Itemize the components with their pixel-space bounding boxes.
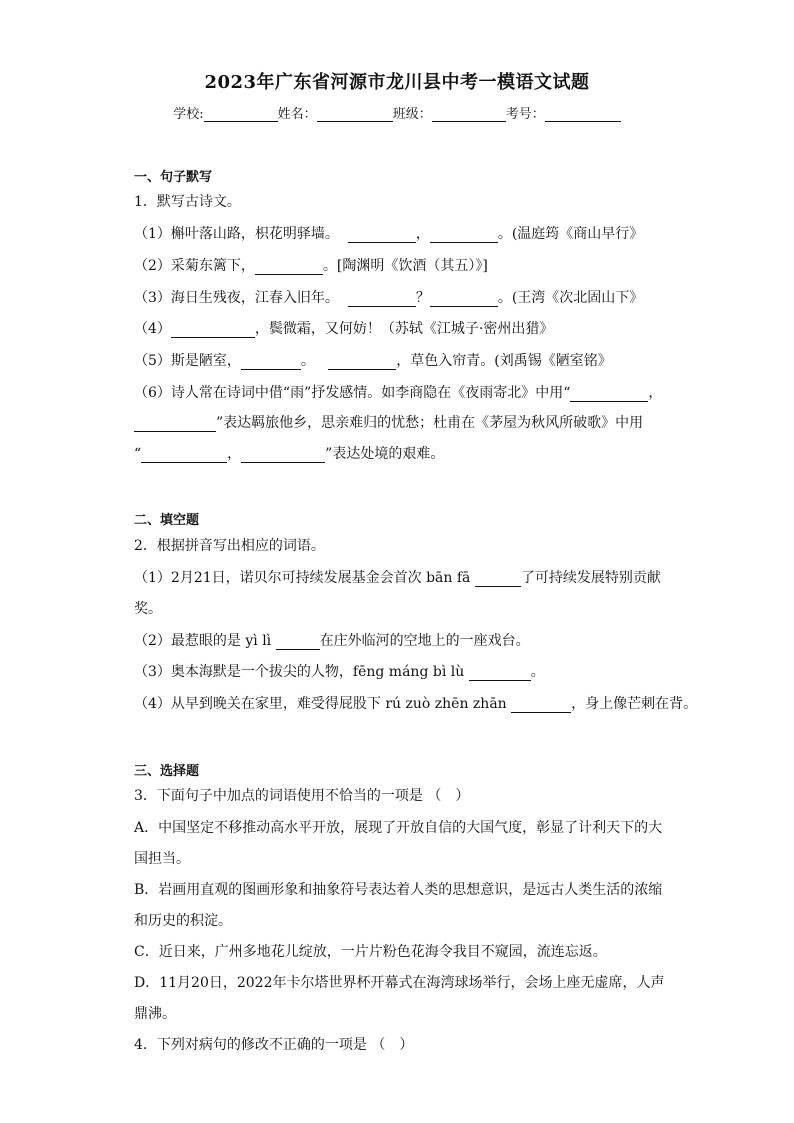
question-item xyxy=(134,318,553,338)
item-text: 。(王湾《次北固山下》 xyxy=(497,290,644,306)
item-text: （6）诗人常在诗词中借“雨”抒发感情。如李商隐在《夜雨寄北》中用“ xyxy=(134,385,571,401)
answer-blank[interactable] xyxy=(348,291,416,307)
answer-blank[interactable] xyxy=(430,291,498,307)
name-label: 姓名： xyxy=(277,107,317,122)
answer-blank[interactable] xyxy=(276,634,320,650)
item-text: （1）槲叶落山路，枳花明驿墙。 xyxy=(134,226,339,242)
answer-blank[interactable] xyxy=(241,354,301,370)
answer-blank[interactable] xyxy=(511,697,571,713)
option-b-continued: 和历史的积淀。 xyxy=(134,913,232,929)
question-item xyxy=(134,350,612,370)
item-text: （3）海日生残夜，江春入旧年。 xyxy=(134,290,339,306)
answer-blank[interactable] xyxy=(134,416,216,432)
question-stem: 2．根据拼音写出相应的词语。 xyxy=(134,538,325,554)
name-field[interactable] xyxy=(317,107,393,122)
item-text: “ xyxy=(134,446,142,462)
question-item xyxy=(134,661,545,681)
question-stem: 3．下面句子中加点的词语使用不恰当的一项是 （ ） xyxy=(134,788,470,804)
question-stem: 1．默写古诗文。 xyxy=(134,194,241,210)
question-item-continued xyxy=(134,412,643,432)
page-title: 2023年广东省河源市龙川县中考一模语文试题 xyxy=(204,72,590,93)
option-b[interactable]: B．岩画用直观的图画形象和抽象符号表达着人类的思想意识，是远古人类生活的浓缩 xyxy=(134,882,663,898)
item-text: （2）采菊东篱下， xyxy=(134,258,255,274)
item-text: （1）2月21日，诺贝尔可持续发展基金会首次 bān fā xyxy=(134,570,475,586)
item-text: （2）最惹眼的是 yì lì xyxy=(134,633,276,649)
question-item: （1）槲叶落山路，枳花明驿墙。 ， 。(温庭筠《商山早行》 xyxy=(134,226,644,242)
answer-blank[interactable] xyxy=(328,354,396,370)
answer-blank[interactable] xyxy=(241,447,325,463)
item-text: 。 xyxy=(300,353,315,369)
item-text: 。 xyxy=(530,664,545,680)
answer-blank[interactable] xyxy=(255,259,323,275)
answer-blank[interactable] xyxy=(430,227,498,243)
section-heading: 一、句子默写 xyxy=(134,170,213,185)
item-text: （4） xyxy=(134,321,171,337)
question-item xyxy=(134,255,488,275)
student-info-line xyxy=(0,103,794,122)
school-label: 学校: xyxy=(173,107,204,122)
option-a-continued: 国担当。 xyxy=(134,851,190,867)
option-a[interactable]: A．中国坚定不移推动高水平开放，展现了开放自信的大国气度，彰显了计利天下的大 xyxy=(134,820,663,836)
item-text: ，鬓微霜，又何妨！（苏轼《江城子·密州出猎》 xyxy=(254,321,554,337)
question-item xyxy=(134,693,697,713)
class-field[interactable] xyxy=(432,107,506,122)
option-d-continued: 鼎沸。 xyxy=(134,1006,176,1022)
option-d[interactable]: D．11月20日，2022年卡尔塔世界杯开幕式在海湾球场举行，会场上座无虚席，人声 xyxy=(134,975,665,991)
item-text: ？ xyxy=(415,290,430,306)
answer-blank[interactable] xyxy=(475,571,521,587)
question-item xyxy=(134,567,661,587)
answer-blank[interactable] xyxy=(348,227,416,243)
item-text: （5）斯是陋室， xyxy=(134,353,241,369)
question-item xyxy=(134,382,662,402)
section-heading: 三、选择题 xyxy=(134,764,200,779)
item-text: ， xyxy=(648,385,663,401)
item-text: 在庄外临河的空地上的一座戏台。 xyxy=(319,633,530,649)
answer-blank[interactable] xyxy=(171,322,255,338)
class-label: 班级： xyxy=(392,107,432,122)
section-heading: 二、填空题 xyxy=(134,513,200,528)
question-stem: 4．下列对病句的修改不正确的一项是 （ ） xyxy=(134,1037,414,1053)
option-c[interactable]: C．近日来，广州多地花儿绽放，一片片粉色花海令我目不窥园，流连忘返。 xyxy=(134,944,607,960)
question-item xyxy=(134,287,643,307)
item-text: ”表达羁旅他乡，思亲难归的忧愁；杜甫在《茅屋为秋风所破歌》中用 xyxy=(216,415,644,431)
item-text: ，草色入帘青。(刘禹锡《陋室铭》 xyxy=(396,353,612,369)
item-text: （3）奥本海默是一个拔尖的人物，fēng máng bì lù xyxy=(134,664,469,680)
item-text: 了可持续发展特别贡献 xyxy=(520,570,661,586)
exam-no-field[interactable] xyxy=(545,107,621,122)
item-text: ”表达处境的艰难。 xyxy=(325,446,445,462)
exam-no-label: 考号： xyxy=(505,107,545,122)
question-item xyxy=(134,630,530,650)
answer-blank[interactable] xyxy=(469,665,531,681)
answer-blank[interactable] xyxy=(570,386,648,402)
item-text: 。[陶渊明《饮酒（其五）》] xyxy=(322,258,488,274)
question-item-continued xyxy=(134,443,444,463)
item-text: ，身上像芒刺在背。 xyxy=(571,696,698,712)
item-text: ， xyxy=(227,446,242,462)
item-text: （4）从早到晚关在家里，难受得屁股下 rú zuò zhēn zhān xyxy=(134,696,512,712)
question-item-continued: 奖。 xyxy=(134,601,162,617)
school-field[interactable] xyxy=(204,107,278,122)
answer-blank[interactable] xyxy=(141,447,227,463)
item-text: 。(温庭筠《商山早行》 xyxy=(497,226,644,242)
